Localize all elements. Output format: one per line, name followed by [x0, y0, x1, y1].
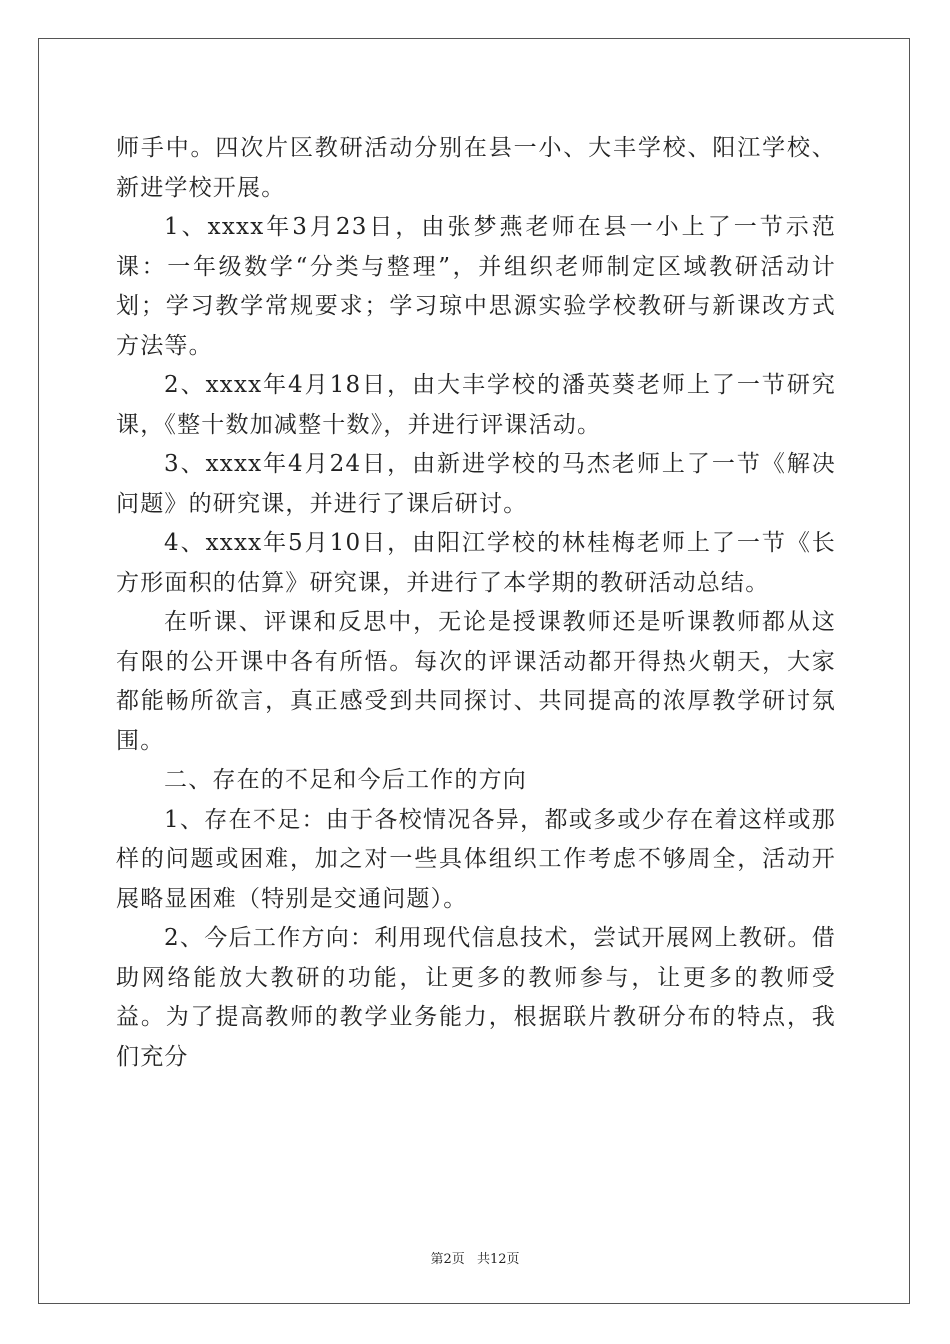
paragraph: 2、xxxx年4月18日，由大丰学校的潘英葵老师上了一节研究课，《整十数加减整十数》，并进行评课活动。 — [116, 372, 836, 438]
paragraph: 1、xxxx年3月23日，由张梦燕老师在县一小上了一节示范课：一年级数学“分类与整理”，并组织老师制定区域教研活动计划；学习教学常规要求；学习琼中思源实验学校教研与新课改方式方法等。 — [116, 214, 836, 359]
paragraph: 师手中。四次片区教研活动分别在县一小、大丰学校、阳江学校、新进学校开展。 — [116, 135, 836, 201]
paragraph: 3、xxxx年4月24日，由新进学校的马杰老师上了一节《解决问题》的研究课，并进行了课后研讨。 — [116, 451, 836, 517]
paragraph: 1、存在不足：由于各校情况各异，都或多或少存在着这样或那样的问题或困难，加之对一些具体组织工作考虑不够周全，活动开展略显困难（特别是交通问题）。 — [116, 806, 836, 912]
paragraph: 在听课、评课和反思中，无论是授课教师还是听课教师都从这有限的公开课中各有所悟。每次的评课活动都开得热火朝天，大家都能畅所欲言，真正感受到共同探讨、共同提高的浓厚教学研讨氛围。 — [116, 609, 836, 754]
page-number: 第2页 — [430, 1252, 465, 1267]
section-heading: 二、存在的不足和今后工作的方向 — [164, 767, 527, 793]
page-footer — [0, 1248, 950, 1267]
paragraph: 4、xxxx年5月10日，由阳江学校的林桂梅老师上了一节《长方形面积的估算》研究课，并进行了本学期的教研活动总结。 — [116, 530, 836, 596]
page-total: 共12页 — [476, 1252, 520, 1267]
paragraph: 2、今后工作方向：利用现代信息技术，尝试开展网上教研。借助网络能放大教研的功能，让更多的教师参与，让更多的教师受益。为了提高教师的教学业务能力，根据联片教研分布的特点，我们充分 — [116, 925, 836, 1070]
document-body — [116, 129, 836, 1077]
